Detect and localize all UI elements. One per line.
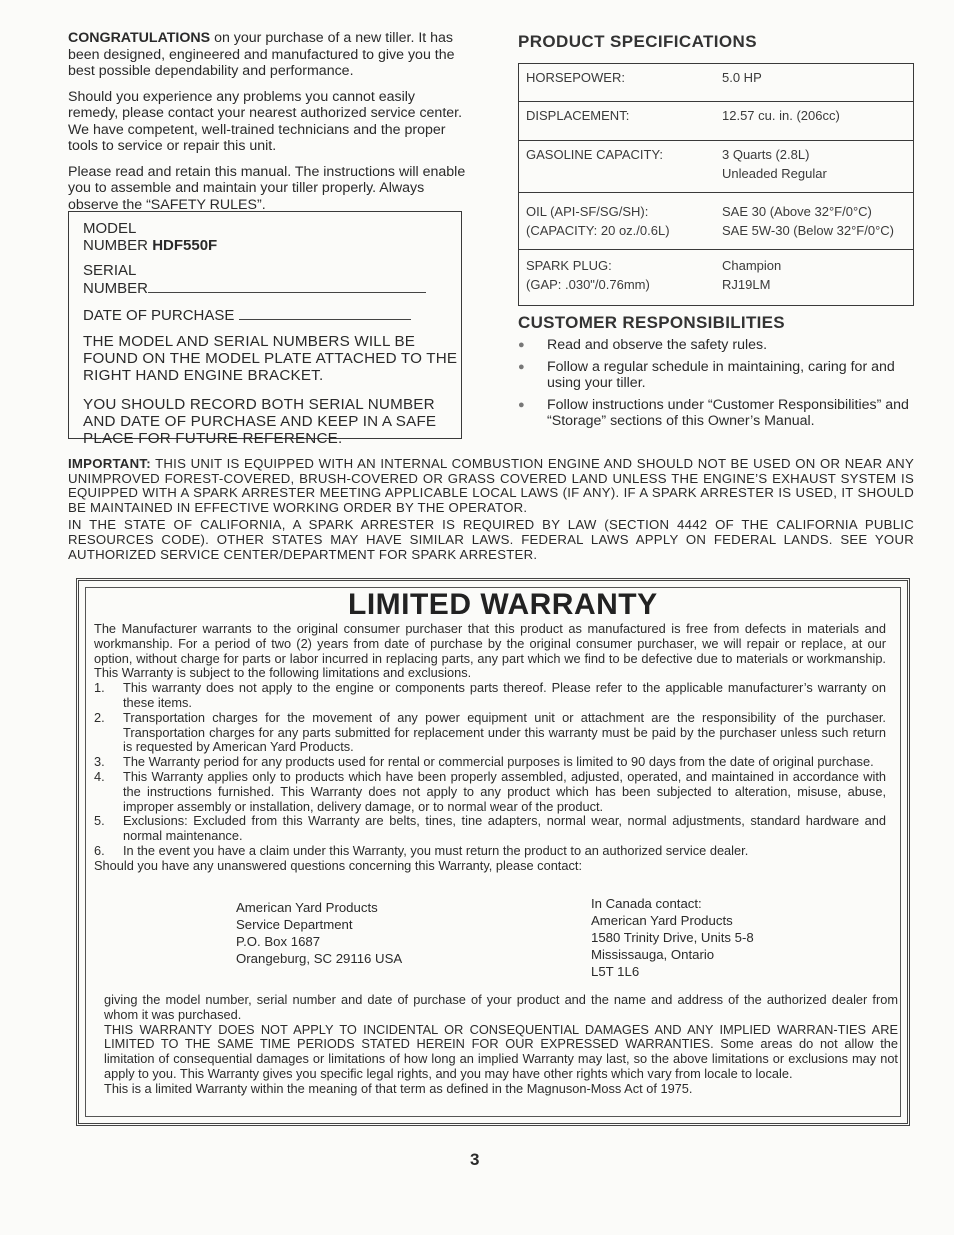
bullet-icon: ● xyxy=(518,361,525,373)
date-of-purchase-label: DATE OF PURCHASE xyxy=(83,307,235,324)
read-retain-paragraph: Please read and retain this manual. The instructions will enable you to assemble and maintain your tiller properly. Always observe the “SAFETY RULES”. xyxy=(68,163,466,213)
california-paragraph: IN THE STATE OF CALIFORNIA, A SPARK ARRESTER IS REQUIRED BY LAW (SECTION 4442 OF THE CALIFORNIA PUBLIC RESOURCES CODE). OTHER STATES MAY HAVE SIMILAR LAWS. FEDERAL LAWS APPLY ON FEDERAL LANDS. SEE YOUR AUTHORIZED SERVICE CENTER/DEPARTMENT FOR SPARK ARRESTER. xyxy=(68,517,914,562)
specifications-table xyxy=(518,63,914,306)
important-notice xyxy=(68,457,914,565)
list-item xyxy=(518,397,918,429)
warranty-item xyxy=(94,681,886,711)
intro-section xyxy=(68,30,466,222)
warranty-item-text: This Warranty applies only to products which have been properly assembled, adjusted, operated, and maintained in accordance with the instructions furnished. This Warranty does not apply to any product which has been subjected to alteration, misuse, abuse, improper assembly or installation, delivery damage, or to normal wear of the product. xyxy=(123,768,886,814)
address-line: Orangeburg, SC 29116 USA xyxy=(236,951,403,966)
warranty-item xyxy=(94,814,886,844)
not-apply-paragraph: THIS WARRANTY DOES NOT APPLY TO INCIDENTAL OR CONSEQUENTIAL DAMAGES AND ANY IMPLIED WARRAN-TIES ARE LIMITED TO THE SAME TIME PERIODS STATED HEREIN FOR OUR EXPRESSED WARRANTIES. Some areas do not allow the limitation of consequential damages or limitations of how long an implied Warranty may last, so the above limitations or exclusions may not apply to you. This Warranty gives you specific legal rights, and you may have other rights which vary from locale to locale. xyxy=(104,1021,898,1081)
important-lead: IMPORTANT: xyxy=(68,456,151,471)
problems-paragraph: Should you experience any problems you cannot easily remedy, please contact your nearest authorized service center. We have competent, well-trained technicians and the proper tools to service or repair this unit. xyxy=(68,88,463,154)
address-line: L5T 1L6 xyxy=(591,964,640,979)
spec-row xyxy=(519,64,913,102)
contact-lead: Should you have any unanswered questions concerning this Warranty, please contact: xyxy=(94,857,582,873)
bullet-icon: ● xyxy=(518,339,525,351)
warranty-body xyxy=(94,622,886,874)
address-line: Service Department xyxy=(236,917,353,932)
customer-responsibilities-title: CUSTOMER RESPONSIBILITIES xyxy=(518,313,785,332)
address-line: American Yard Products xyxy=(591,913,733,928)
list-item-text: Follow a regular schedule in maintaining, caring for and using your tiller. xyxy=(547,359,895,391)
spec-label: OIL (API-SF/SG/SH): (CAPACITY: 20 oz./0.6L) xyxy=(526,204,670,238)
giving-paragraph: giving the model number, serial number and date of purchase of your product and the name and address of the authorized dealer from whom it was purchased. xyxy=(104,992,898,1022)
spec-label: GASOLINE CAPACITY: xyxy=(526,147,664,162)
record-note: YOU SHOULD RECORD BOTH SERIAL NUMBER AND DATE OF PURCHASE AND KEEP IN A SAFE PLACE FOR FUTURE REFERENCE. xyxy=(83,396,437,447)
model-info-box xyxy=(68,211,462,447)
model-number: HDF550F xyxy=(152,237,218,254)
model-label-line2: NUMBER xyxy=(83,237,149,254)
warranty-title: LIMITED WARRANTY xyxy=(348,588,658,621)
spec-value: SAE 30 (Above 32°F/0°C) SAE 5W-30 (Below 32°F/0°C) xyxy=(722,204,894,238)
date-of-purchase-blank[interactable] xyxy=(239,306,411,320)
list-item-text: Read and observe the safety rules. xyxy=(547,337,768,353)
spec-value: 12.57 cu. in. (206cc) xyxy=(722,108,840,123)
warranty-item-text: In the event you have a claim under this Warranty, you must return the product to an authorized service dealer. xyxy=(123,842,749,858)
warranty-item-number: 2. xyxy=(94,709,105,725)
warranty-footer xyxy=(104,993,898,1097)
warranty-item-text: Transportation charges for the movement of any power equipment unit or attachment are the responsibility of the purchaser. Transportation charges for any parts submitted for replacement under this warranty must be paid by the purchaser unless such return is requested by American Yard Products. xyxy=(123,709,886,755)
warranty-item-number: 1. xyxy=(94,680,105,696)
warranty-item xyxy=(94,755,886,770)
address-line: American Yard Products xyxy=(236,900,378,915)
spec-value: 5.0 HP xyxy=(722,70,762,85)
customer-responsibilities-list xyxy=(518,337,918,435)
congratulations-text: on your purchase of a new tiller. It has been designed, engineered and manufactured to give you the best possible dependability and performance. xyxy=(68,30,455,79)
congratulations-lead: CONGRATULATIONS xyxy=(68,30,211,46)
plate-note: THE MODEL AND SERIAL NUMBERS WILL BE FOUND ON THE MODEL PLATE ATTACHED TO THE RIGHT HAND ENGINE BRACKET. xyxy=(83,333,458,384)
important-paragraph xyxy=(68,457,914,515)
warranty-item xyxy=(94,770,886,814)
canada-address xyxy=(591,895,754,980)
address-line: P.O. Box 1687 xyxy=(236,934,321,949)
magnuson-paragraph: This is a limited Warranty within the meaning of that term as defined in the Magnuson-Moss Act of 1975. xyxy=(104,1080,693,1096)
list-item xyxy=(518,337,918,353)
warranty-item-text: This warranty does not apply to the engine or components parts thereof. Please refer to the applicable manufacturer’s warranty on these items. xyxy=(123,680,886,710)
warranty-item-number: 4. xyxy=(94,768,105,784)
date-of-purchase-line xyxy=(83,306,461,324)
warranty-item xyxy=(94,711,886,755)
list-item-text: Follow instructions under “Customer Responsibilities” and “Storage” sections of this Owner’s Manual. xyxy=(547,397,909,429)
warranty-item-number: 3. xyxy=(94,754,105,770)
congratulations-paragraph xyxy=(68,30,466,80)
spec-label: DISPLACEMENT: xyxy=(526,108,630,123)
warranty-item-number: 6. xyxy=(94,842,105,858)
us-address xyxy=(236,899,402,967)
address-line: In Canada contact: xyxy=(591,896,702,911)
warranty-item-text: Exclusions: Excluded from this Warranty are belts, tines, tine adapters, normal wear, normal adjustments, standard hardware and normal maintenance. xyxy=(123,813,886,844)
bullet-icon: ● xyxy=(518,399,525,411)
address-line: 1580 Trinity Drive, Units 5-8 xyxy=(591,930,754,945)
warranty-item xyxy=(94,844,886,859)
warranty-item-number: 5. xyxy=(94,813,105,829)
list-item xyxy=(518,359,918,391)
spec-value: Champion RJ19LM xyxy=(722,258,782,292)
spec-label: HORSEPOWER: xyxy=(526,70,625,85)
spec-row xyxy=(519,250,913,305)
model-number-line xyxy=(83,237,461,254)
page-number: 3 xyxy=(470,1150,480,1169)
serial-number-line xyxy=(83,279,461,297)
spec-label: SPARK PLUG: (GAP: .030"/0.76mm) xyxy=(526,258,650,292)
spec-row xyxy=(519,102,913,141)
serial-number-blank[interactable] xyxy=(148,279,426,293)
spec-value: 3 Quarts (2.8L) Unleaded Regular xyxy=(722,147,827,181)
warranty-item-text: The Warranty period for any products used for rental or commercial purposes is limited to 90 days from the date of original purchase. xyxy=(123,754,874,770)
address-line: Mississauga, Ontario xyxy=(591,947,715,962)
spec-row xyxy=(519,141,913,193)
model-label-line1: MODEL xyxy=(83,220,137,237)
serial-label-line2: NUMBER xyxy=(83,280,149,297)
serial-label-line1: SERIAL xyxy=(83,262,137,279)
warranty-intro: The Manufacturer warrants to the original consumer purchaser that this product as manufactured is free from defects in materials and workmanship. For a period of two (2) years from date of purchase by the original consumer purchaser, we will repair or replace, at our option, without charge for parts or labor incurred in replacing parts, any part which we find to be defective due to materials or workmanship. This Warranty is subject to the following limitations and exclusions. xyxy=(94,621,886,681)
spec-row xyxy=(519,193,913,250)
product-specifications-title: PRODUCT SPECIFICATIONS xyxy=(518,32,757,51)
important-text: THIS UNIT IS EQUIPPED WITH AN INTERNAL COMBUSTION ENGINE AND SHOULD NOT BE USED ON OR NEAR ANY UNIMPROVED FOREST-COVERED, BRUSH-COVERED OR GRASS COVERED LAND UNLESS THE ENGINE’S EXHAUST SYSTEM IS EQUIPPED WITH A SPARK ARRESTER MEETING APPLICABLE LOCAL LAWS (IF ANY). IF A SPARK ARRESTER IS USED, IT SHOULD BE MAINTAINED IN EFFECTIVE WORKING ORDER BY THE OPERATOR. xyxy=(68,456,914,515)
